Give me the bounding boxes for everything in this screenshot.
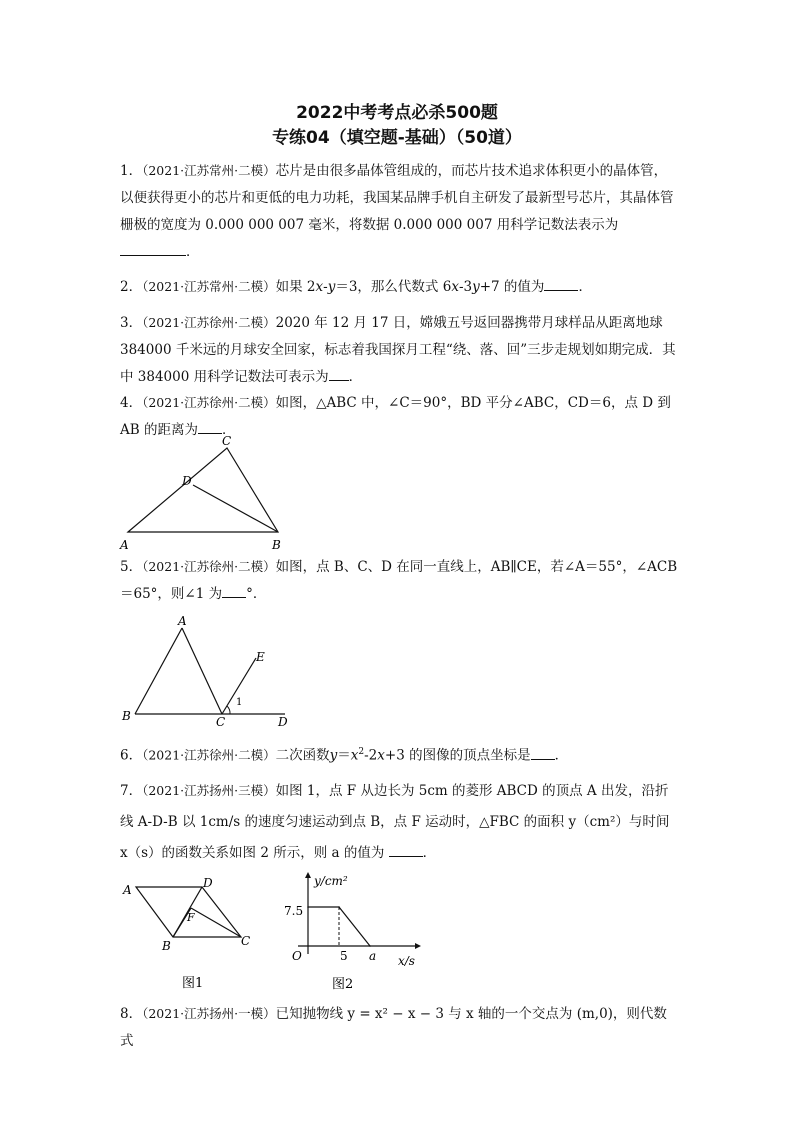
question-number: 4． [120, 395, 143, 411]
document-subtitle: 专练04（填空题-基础）（50道） [272, 128, 522, 148]
figure-q4-triangle [115, 434, 295, 555]
y-axis-label: y/cm² [314, 874, 348, 888]
label-A: A [123, 883, 132, 897]
answer-blank[interactable] [120, 241, 186, 256]
label-D: D [278, 715, 288, 729]
question-text: +7 的值为 [479, 279, 545, 295]
document-title: 2022中考考点必杀500题 [296, 103, 498, 123]
question-end: ． [186, 244, 200, 260]
question-source: （2021·江苏扬州·三模） [142, 783, 276, 798]
data-point-2 [369, 945, 371, 947]
label-B: B [162, 939, 171, 953]
figure-q5-lines [118, 613, 298, 731]
math-op: ＝ [337, 747, 351, 764]
question-text: +3 的图像的顶点坐标是 [384, 747, 531, 764]
math-var: y [472, 279, 480, 295]
label-C: C [241, 934, 251, 948]
question-text: 如图，点 B、C、D 在同一直线上，AB∥CE，若∠A＝55°，∠ACB＝65°，则∠1 为 [120, 559, 678, 602]
question-number: 8． [120, 1006, 143, 1022]
math-var: y [327, 279, 336, 295]
answer-blank[interactable] [222, 583, 246, 598]
angle-1-label: 1 [236, 697, 243, 708]
question-source: （2021·江苏徐州·二模） [142, 395, 276, 410]
answer-blank[interactable] [389, 842, 423, 857]
label-B: B [272, 538, 281, 552]
math-var: x [377, 747, 385, 764]
figure-q7-chart [280, 870, 430, 1000]
figure-caption: 图2 [332, 977, 354, 992]
question-number: 1． [120, 163, 143, 179]
question-end: ． [554, 747, 569, 764]
label-C: C [222, 434, 232, 448]
question-text: 如图 1，点 F 从边长为 5cm 的菱形 ABCD 的顶点 A 出发，沿折线 A-D-B 以 1cm/s 的速度匀速运动到点 B，点 F 运动时，△FBC 的面积 y（cm²）与时间 x（s）的函数关系如图 2 所示，则 a 的值为 [120, 783, 670, 861]
question-end: ． [221, 422, 236, 438]
question-text: 已知抛物线 y = x² − x − 3 与 x 轴的一个交点为 (m,0)，则代数式 [120, 1006, 667, 1049]
label-C: C [216, 715, 226, 729]
math-var: y [329, 747, 338, 764]
label-A: A [178, 614, 187, 628]
question-3 [120, 309, 680, 391]
math-op: - [323, 279, 328, 295]
label-A: A [120, 538, 129, 552]
question-source: （2021·江苏徐州·二模） [142, 747, 276, 763]
label-D: D [203, 876, 213, 890]
math-var: x [350, 747, 359, 764]
question-text: 二次函数 [275, 747, 330, 764]
data-point-0 [307, 906, 309, 908]
x-tick-label-a: a [369, 949, 377, 963]
math-var: x [451, 279, 459, 295]
answer-blank[interactable] [531, 745, 555, 760]
question-2 [120, 273, 680, 301]
question-text: 芯片是由很多晶体管组成的，而芯片技术追求体积更小的晶体管，以便获得更小的芯片和更低的电力功耗，我国某品牌手机自主研发了最新型号芯片，其晶体管栅极的宽度为 0.000 000 007 毫米，将数据 0.000 000 007 用科学记数法表示为 [120, 163, 674, 233]
question-number: 2． [120, 279, 143, 295]
question-source: （2021·江苏常州·二模） [142, 279, 276, 294]
figure-caption: 图1 [182, 976, 204, 991]
question-number: 7． [120, 783, 143, 799]
question-end: ． [422, 845, 437, 861]
answer-blank[interactable] [544, 276, 578, 291]
question-end: ． [348, 369, 363, 385]
origin-label: O [292, 949, 302, 963]
question-number: 6． [120, 747, 143, 764]
question-source: （2021·江苏徐州·二模） [142, 315, 276, 330]
answer-blank[interactable] [329, 366, 349, 381]
math-var: x [315, 279, 324, 295]
question-6 [120, 739, 680, 770]
data-point-1 [338, 906, 340, 908]
label-D: D [182, 474, 192, 488]
question-5 [120, 553, 680, 608]
y-tick-label: 7.5 [284, 904, 304, 918]
question-source: （2021·江苏扬州·一模） [142, 1006, 276, 1021]
question-1 [120, 157, 680, 266]
question-8 [120, 1000, 680, 1055]
figure-q7-rhombus [118, 875, 268, 995]
question-text: -2 [364, 747, 378, 764]
question-end: ． [578, 279, 592, 295]
x-axis-label: x/s [398, 954, 415, 968]
question-number: 5． [120, 559, 143, 575]
label-B: B [122, 709, 131, 723]
question-text: 如果 2 [275, 279, 316, 295]
question-text: 如图，△ABC 中，∠C＝90°，BD 平分∠ABC，CD＝6，点 D 到 AB 的距离为 [120, 395, 671, 438]
question-4 [120, 389, 680, 444]
question-text: 2020 年 12 月 17 日，嫦娥五号返回器携带月球样品从距离地球 384000 千米远的月球安全回家，标志着我国探月工程“绕、落、回”三步走规划如期完成．其中 384000 用科学记数法可表示为 [120, 315, 676, 385]
question-source: （2021·江苏常州·二模） [142, 163, 276, 178]
question-7 [120, 775, 680, 869]
math-exponent: 2 [358, 747, 365, 757]
question-end: °． [246, 586, 267, 602]
question-source: （2021·江苏徐州·二模） [142, 559, 276, 574]
label-F: F [187, 911, 195, 924]
question-text: ＝3，那么代数式 6 [335, 279, 452, 295]
x-axis-arrow [415, 943, 421, 949]
question-text: -3 [458, 279, 473, 295]
answer-blank[interactable] [198, 419, 222, 434]
y-axis-arrow [305, 872, 311, 878]
label-E: E [256, 650, 265, 664]
question-number: 3． [120, 315, 143, 331]
x-tick-label-5: 5 [340, 949, 348, 963]
